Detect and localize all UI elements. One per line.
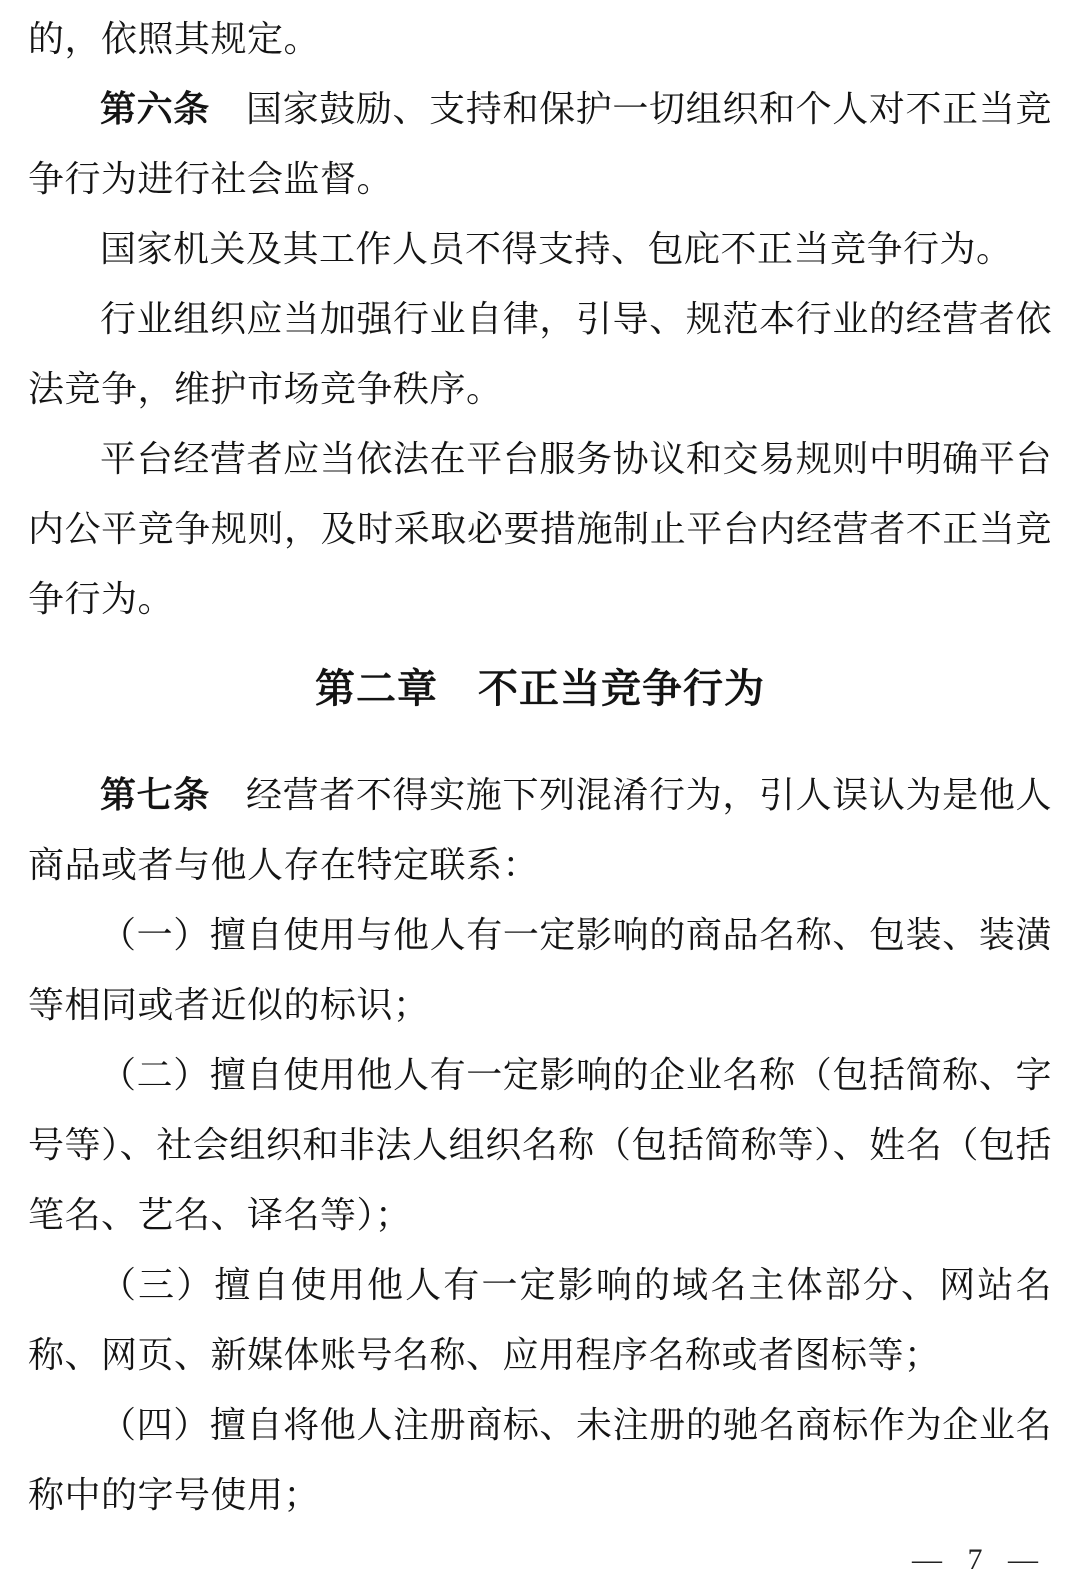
paragraph-text: （一）擅自使用与他人有一定影响的商品名称、包装、装潢等相同或者近似的标识；	[28, 915, 1052, 1025]
paragraph-article-6-clause-2	[28, 214, 1052, 284]
paragraph-article-7-item-1	[28, 900, 1052, 1040]
chapter-number: 第二章	[315, 666, 438, 711]
paragraph-text: （三）擅自使用他人有一定影响的域名主体部分、网站名称、网页、新媒体账号名称、应用程序名称或者图标等；	[28, 1265, 1052, 1375]
paragraph-text: （二）擅自使用他人有一定影响的企业名称（包括简称、字号等）、社会组织和非法人组织名称（包括简称等）、姓名（包括笔名、艺名、译名等）；	[28, 1055, 1052, 1235]
paragraph-article-7-item-2	[28, 1040, 1052, 1250]
paragraph-text: 平台经营者应当依法在平台服务协议和交易规则中明确平台内公平竞争规则，及时采取必要措施制止平台内经营者不正当竞争行为。	[28, 439, 1052, 619]
paragraph-text: 国家鼓励、支持和保护一切组织和个人对不正当竞争行为进行社会监督。	[28, 89, 1052, 199]
continuation-paragraph	[28, 4, 1052, 74]
paragraph-article-6-clause-4	[28, 424, 1052, 634]
paragraph-article-7-item-4	[28, 1390, 1052, 1530]
chapter-title: 不正当竞争行为	[478, 666, 765, 711]
paragraph-text: （四）擅自将他人注册商标、未注册的驰名商标作为企业名称中的字号使用；	[28, 1405, 1052, 1515]
page-number: — 7 —	[912, 1543, 1040, 1576]
paragraph-text: 经营者不得实施下列混淆行为，引人误认为是他人商品或者与他人存在特定联系：	[28, 775, 1052, 885]
article-6-number: 第六条	[100, 89, 210, 129]
chapter-2-heading	[28, 658, 1052, 720]
paragraph-article-7	[28, 760, 1052, 900]
paragraph-text: 的，依照其规定。	[28, 19, 321, 59]
paragraph-text: 国家机关及其工作人员不得支持、包庇不正当竞争行为。	[100, 229, 1013, 269]
paragraph-article-6-clause-3	[28, 284, 1052, 424]
article-7-number: 第七条	[100, 775, 210, 815]
paragraph-article-7-item-3	[28, 1250, 1052, 1390]
paragraph-article-6	[28, 74, 1052, 214]
paragraph-text: 行业组织应当加强行业自律，引导、规范本行业的经营者依法竞争，维护市场竞争秩序。	[28, 299, 1052, 409]
